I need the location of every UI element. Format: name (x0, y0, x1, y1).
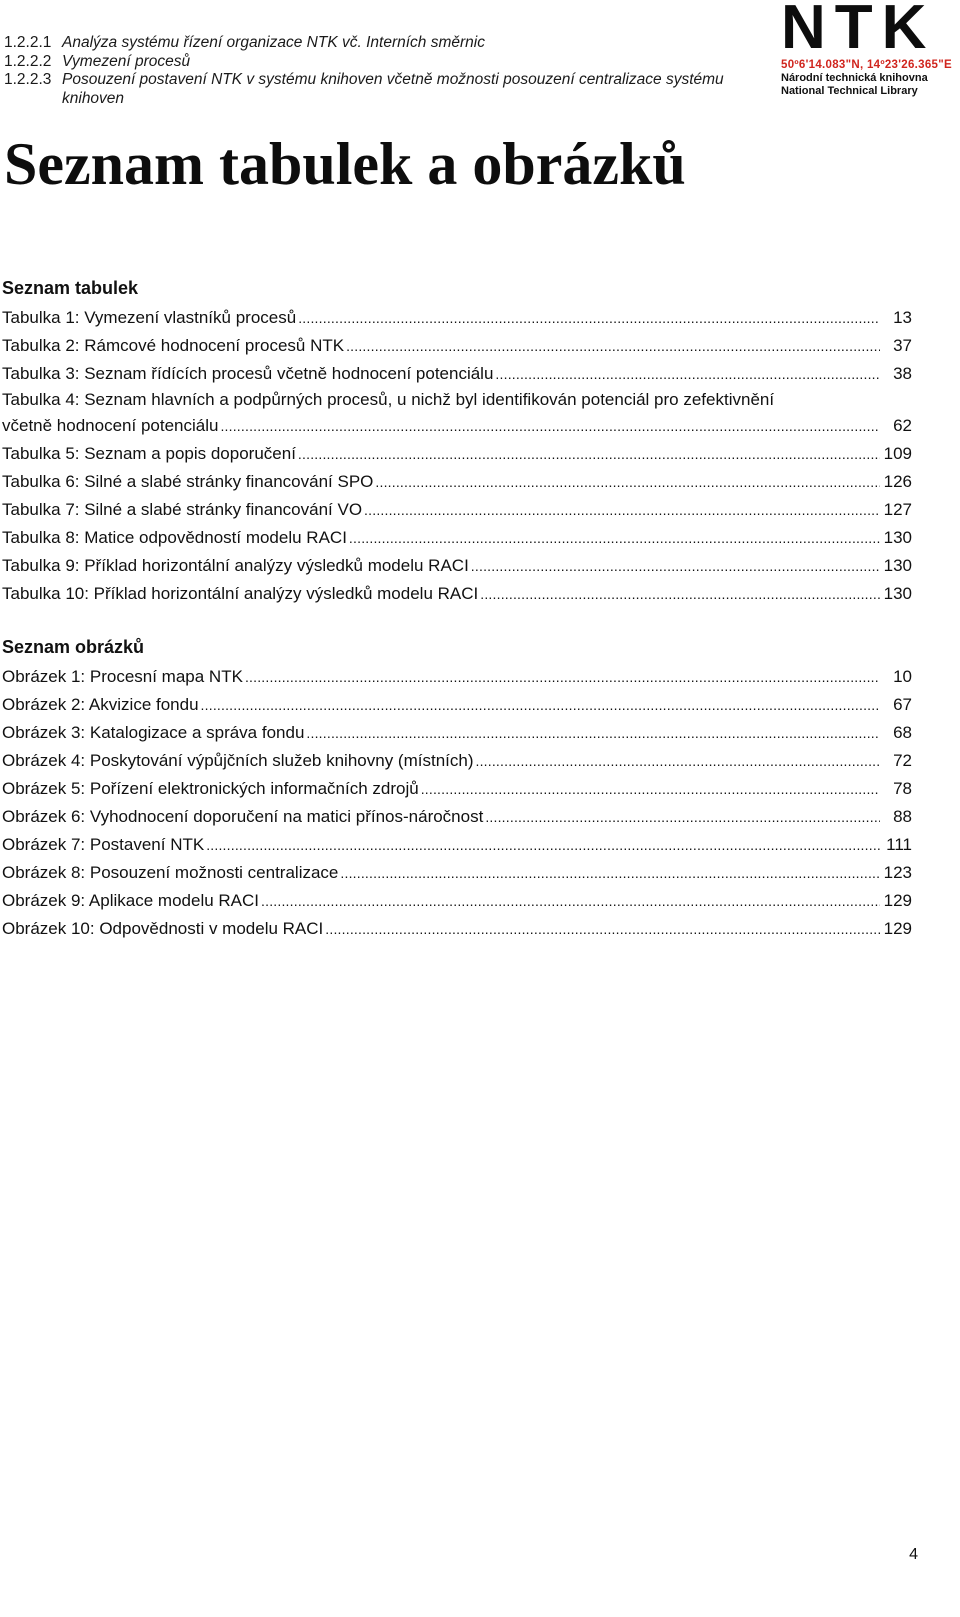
breadcrumb-item[interactable] (4, 34, 724, 53)
entry-page: 123 (883, 863, 912, 882)
toc-entry[interactable] (2, 803, 912, 831)
entry-page: 72 (893, 751, 912, 770)
toc-entry[interactable] (2, 775, 912, 803)
entry-page: 130 (883, 584, 912, 603)
entry-label: Tabulka 10: Příklad horizontální analýzy výsledků modelu RACI (2, 584, 479, 603)
dot-leader (245, 663, 880, 691)
toc-entry[interactable] (2, 831, 912, 859)
logo-mark: NTK (781, 0, 936, 62)
toc-entry[interactable] (2, 524, 912, 552)
dot-leader (349, 524, 880, 552)
toc-entry[interactable] (2, 468, 912, 496)
breadcrumb-number: 1.2.2.3 (4, 71, 52, 88)
entry-label: Obrázek 5: Pořízení elektronických informačních zdrojů (2, 779, 419, 798)
entry-label: Tabulka 5: Seznam a popis doporučení (2, 444, 296, 463)
toc-entry[interactable] (2, 440, 912, 468)
figures-heading: Seznam obrázků (2, 637, 145, 657)
dot-leader (475, 747, 880, 775)
dot-leader (206, 831, 880, 859)
dot-leader (495, 360, 880, 388)
toc-entry[interactable] (2, 719, 912, 747)
entry-page: 129 (883, 891, 912, 910)
entry-page: 129 (883, 919, 912, 938)
dot-leader (306, 719, 880, 747)
breadcrumb-number: 1.2.2.1 (4, 34, 52, 51)
breadcrumb-text: Analýza systému řízení organizace NTK vč. Interních směrnic (62, 34, 485, 51)
dot-leader (298, 440, 880, 468)
dot-leader (201, 691, 880, 719)
entry-label: Obrázek 8: Posouzení možnosti centralizace (2, 863, 339, 882)
toc-entry[interactable] (2, 304, 912, 332)
entry-page: 88 (893, 807, 912, 826)
entry-page: 126 (883, 472, 912, 491)
ntk-logo (781, 0, 957, 97)
dot-leader (364, 496, 880, 524)
entry-label: Tabulka 7: Silné a slabé stránky financování VO (2, 500, 363, 519)
entry-page: 109 (883, 444, 912, 463)
entry-label: Obrázek 6: Vyhodnocení doporučení na matici přínos-náročnost (2, 807, 484, 826)
entry-page: 130 (883, 528, 912, 547)
breadcrumb-item[interactable] (4, 71, 724, 108)
page-title: Seznam tabulek a obrázků (4, 131, 686, 197)
logo-name-en: National Technical Library (781, 84, 918, 97)
logo-name-cz: Národní technická knihovna (781, 72, 928, 84)
logo-coordinates: 50º6'14.083"N, 14º23'26.365"E (781, 59, 952, 71)
dot-leader (298, 304, 880, 332)
toc-entry[interactable] (2, 859, 912, 887)
toc-entry[interactable] (2, 580, 912, 608)
dot-leader (261, 887, 880, 915)
entry-label: Tabulka 2: Rámcové hodnocení procesů NTK (2, 336, 345, 355)
entry-label: Obrázek 3: Katalogizace a správa fondu (2, 723, 305, 742)
figures-list (2, 633, 912, 943)
entry-label: Tabulka 8: Matice odpovědností modelu RACI (2, 528, 347, 547)
toc-entry[interactable] (2, 360, 912, 388)
page-number: 4 (909, 1546, 918, 1563)
entry-page: 111 (886, 835, 912, 854)
entry-label: Tabulka 3: Seznam řídících procesů včetně hodnocení potenciálu (2, 364, 494, 383)
dot-leader (421, 775, 880, 803)
entry-page: 68 (893, 723, 912, 742)
entry-label: Tabulka 1: Vymezení vlastníků procesů (2, 308, 297, 327)
toc-entry[interactable] (2, 552, 912, 580)
breadcrumb (4, 34, 724, 108)
dot-leader (485, 803, 880, 831)
toc-entry[interactable] (2, 887, 912, 915)
entry-page: 62 (893, 416, 912, 435)
toc-entry[interactable] (2, 747, 912, 775)
breadcrumb-item[interactable] (4, 53, 724, 72)
breadcrumb-number: 1.2.2.2 (4, 52, 52, 70)
dot-leader (375, 468, 880, 496)
entry-page: 38 (893, 364, 912, 383)
entry-page: 67 (893, 695, 912, 714)
toc-entry[interactable] (2, 691, 912, 719)
entry-page: 10 (893, 667, 912, 686)
entry-label: Obrázek 2: Akvizice fondu (2, 695, 199, 714)
entry-label: Obrázek 4: Poskytování výpůjčních služeb knihovny (místních) (2, 751, 474, 770)
dot-leader (346, 332, 880, 360)
toc-entry[interactable] (2, 388, 912, 440)
tables-heading: Seznam tabulek (2, 278, 139, 298)
toc-entry[interactable] (2, 663, 912, 691)
dot-leader (480, 580, 880, 608)
entry-page: 13 (893, 308, 912, 327)
entry-page: 130 (883, 556, 912, 575)
dot-leader (325, 915, 880, 943)
breadcrumb-text: Posouzení postavení NTK v systému knihoven včetně možnosti posouzení centralizace systému knihoven (62, 71, 724, 107)
entry-label: včetně hodnocení potenciálu (2, 416, 219, 435)
entry-page: 78 (893, 779, 912, 798)
breadcrumb-text: Vymezení procesů (62, 52, 191, 70)
entry-page: 127 (883, 500, 912, 519)
entry-label: Obrázek 1: Procesní mapa NTK (2, 667, 243, 686)
entry-label: Obrázek 7: Postavení NTK (2, 835, 205, 854)
entry-label: Obrázek 10: Odpovědnosti v modelu RACI (2, 919, 324, 938)
entry-page: 37 (893, 336, 912, 355)
dot-leader (220, 412, 880, 440)
entry-label-line1: Tabulka 4: Seznam hlavních a podpůrných procesů, u nichž byl identifikován potenciál pro zefektivnění (2, 390, 775, 409)
entry-label: Obrázek 9: Aplikace modelu RACI (2, 891, 260, 910)
dot-leader (340, 859, 880, 887)
toc-entry[interactable] (2, 915, 912, 943)
dot-leader (471, 552, 880, 580)
toc-entry[interactable] (2, 496, 912, 524)
tables-list (2, 274, 912, 608)
toc-entry[interactable] (2, 332, 912, 360)
entry-label: Tabulka 6: Silné a slabé stránky financování SPO (2, 472, 374, 491)
entry-label: Tabulka 9: Příklad horizontální analýzy výsledků modelu RACI (2, 556, 469, 575)
